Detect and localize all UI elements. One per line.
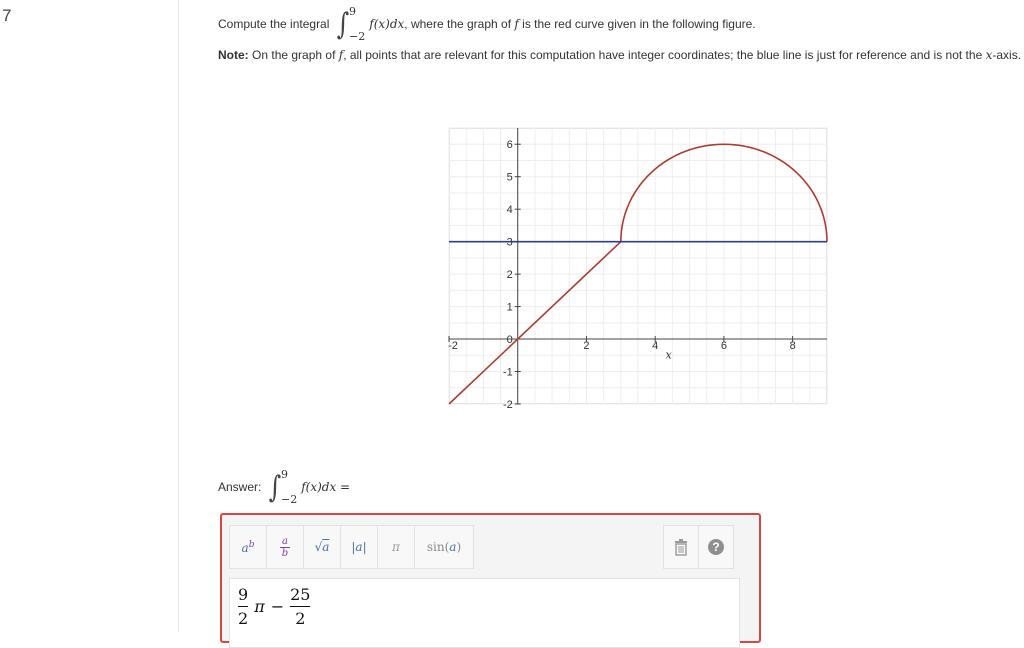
answer-expression xyxy=(238,585,310,628)
fraction-25-2 xyxy=(290,585,310,628)
frac1-numerator: 9 xyxy=(238,585,249,604)
question-number: 7 xyxy=(2,6,12,25)
prompt-tail2: is the red curve given in the following figure. xyxy=(522,17,756,31)
integrand: f(x)dx xyxy=(369,17,405,31)
answer-lower: −2 xyxy=(281,493,298,506)
answer-integrand: f(x)dx = xyxy=(301,480,351,494)
x-tick-label: -2 xyxy=(448,340,458,353)
y-tick-label: 4 xyxy=(506,204,513,217)
frac2-numerator: 25 xyxy=(290,585,311,604)
integral-lower: −2 xyxy=(349,30,366,43)
frac2-denominator: 2 xyxy=(295,609,306,628)
editor-tools xyxy=(663,525,733,569)
prompt-tail: , where the graph of xyxy=(404,17,512,31)
x-tick-label: 2 xyxy=(583,340,590,353)
y-tick-label: 2 xyxy=(506,269,513,282)
divider xyxy=(178,0,179,632)
y-tick-label: -2 xyxy=(502,399,513,411)
answer-integral xyxy=(267,468,297,506)
sqrt-button[interactable]: √ a xyxy=(303,525,341,569)
minus-symbol: − xyxy=(270,597,285,616)
pi-button[interactable]: π xyxy=(377,525,415,569)
f-symbol: f xyxy=(514,17,519,31)
x-tick-label: 8 xyxy=(789,340,796,353)
y-tick-label: 5 xyxy=(506,171,513,184)
frac1-denominator: 2 xyxy=(238,609,249,628)
y-tick-label: 3 xyxy=(506,236,513,249)
trash-icon xyxy=(674,539,688,555)
note-c: -axis. xyxy=(992,48,1022,62)
answer-input[interactable] xyxy=(229,578,740,648)
x-tick-label: 4 xyxy=(652,340,659,353)
note-label: Note: xyxy=(218,48,249,62)
y-tick-label: -1 xyxy=(502,366,513,379)
y-tick-label: 1 xyxy=(506,301,513,314)
y-tick-label: 0 xyxy=(506,334,513,347)
answer-row xyxy=(218,462,350,512)
graph-svg xyxy=(448,128,827,411)
prompt-lead: Compute the integral xyxy=(218,17,330,31)
answer-editor xyxy=(220,513,761,643)
integral-upper: 9 xyxy=(349,5,357,18)
help-button[interactable] xyxy=(698,525,734,569)
note-x: x xyxy=(985,48,993,62)
fraction-button[interactable]: a b xyxy=(266,525,304,569)
note-f: f xyxy=(338,48,344,62)
fraction-9-2 xyxy=(238,585,248,628)
answer-integral-sign: ∫ xyxy=(268,469,282,505)
clear-button[interactable] xyxy=(663,525,699,569)
answer-label: Answer: xyxy=(218,480,262,494)
x-axis-label: x xyxy=(665,348,672,362)
answer-upper: 9 xyxy=(281,468,288,481)
math-toolbar xyxy=(229,525,473,569)
help-icon: ? xyxy=(708,539,724,555)
note xyxy=(218,48,1021,62)
question-prompt xyxy=(218,4,1021,62)
sin-button[interactable]: sin( a ) xyxy=(414,525,474,569)
note-a: On the graph of xyxy=(252,48,336,62)
x-tick-label: 6 xyxy=(720,340,727,353)
power-button[interactable]: $a^b$ xyxy=(229,525,267,569)
abs-button[interactable]: |a| xyxy=(340,525,378,569)
integral-expression xyxy=(335,5,365,43)
y-tick-label: 6 xyxy=(506,139,513,152)
note-b: , all points that are relevant for this computation have integer coordinates; the blue line is just for reference and is not the xyxy=(343,48,983,62)
function-graph xyxy=(449,128,827,409)
integral-sign: ∫ xyxy=(336,6,350,42)
pi-symbol: π xyxy=(254,597,265,616)
